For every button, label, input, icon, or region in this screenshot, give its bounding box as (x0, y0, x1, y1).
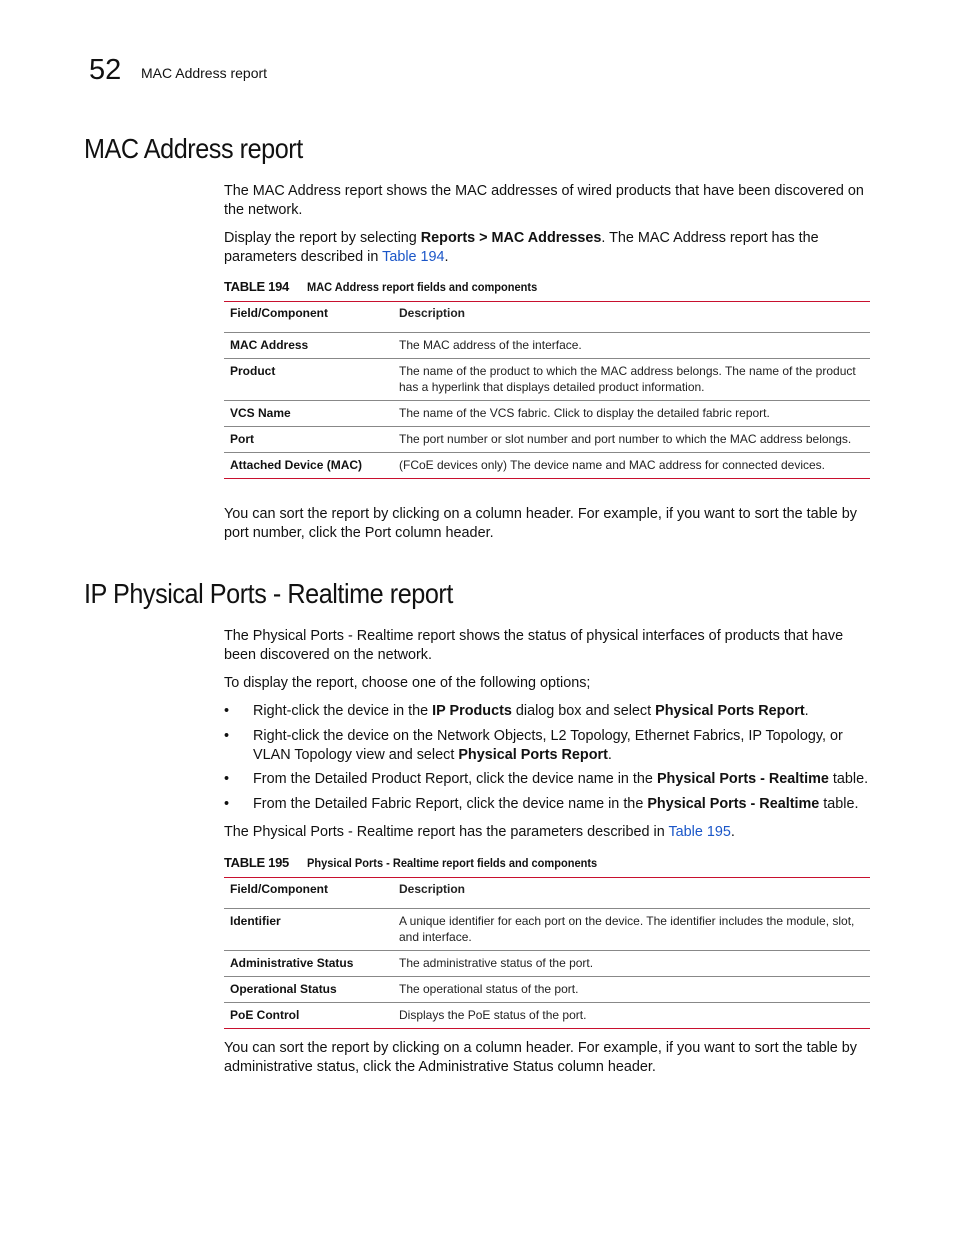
ui-term: Physical Ports - Realtime (647, 796, 820, 812)
text: table. (819, 796, 859, 812)
row-description: (FCoE devices only) The device name and MAC address for connected devices. (393, 453, 870, 479)
bullet-icon: • (224, 796, 230, 812)
table-title: Physical Ports - Realtime report fields and components (306, 856, 598, 870)
table-label: TABLE 194 (224, 279, 289, 294)
table-title: MAC Address report fields and components (306, 280, 538, 294)
row-description: A unique identifier for each port on the device. The identifier includes the module, slot, and interface. (393, 909, 870, 951)
text: The Physical Ports - Realtime report has the parameters described in (224, 824, 669, 840)
table-row (224, 977, 870, 1003)
column-header-field: Field/Component (224, 878, 393, 909)
running-title: MAC Address report (141, 65, 268, 81)
table-row (224, 909, 870, 951)
ui-term: Physical Ports Report (655, 703, 805, 719)
table-row (224, 401, 870, 427)
ui-term: Physical Ports - Realtime (656, 771, 829, 787)
row-description: The name of the product to which the MAC address belongs. The name of the product has a hyperlink that displays detailed product information. (393, 359, 870, 401)
table-row (224, 951, 870, 977)
text: table. (828, 771, 869, 787)
ui-term: IP Products (432, 703, 512, 719)
text: Right-click the device in the (253, 703, 433, 719)
table-row (224, 333, 870, 359)
row-field: Operational Status (224, 977, 393, 1003)
row-field: PoE Control (224, 1003, 393, 1029)
column-header-description: Description (393, 878, 870, 909)
section-heading-physical-ports: IP Physical Ports - Realtime report (84, 578, 453, 609)
table-row (224, 359, 870, 401)
paragraph-parameters (224, 823, 870, 842)
row-description: The MAC address of the interface. (393, 333, 870, 359)
table-caption (224, 279, 557, 294)
row-field: Identifier (224, 909, 393, 951)
row-description: The operational status of the port. (393, 977, 870, 1003)
text: . (444, 249, 449, 265)
table-row (224, 1003, 870, 1029)
section-heading-mac-address: MAC Address report (84, 133, 303, 164)
ui-term: Physical Ports Report (458, 747, 608, 763)
text: . (804, 703, 809, 719)
menu-path: Reports > MAC Addresses (420, 230, 602, 246)
text: From the Detailed Fabric Report, click the device name in the (253, 796, 648, 812)
row-field: Administrative Status (224, 951, 393, 977)
row-field: Attached Device (MAC) (224, 453, 393, 479)
column-header-description: Description (393, 302, 870, 333)
paragraph-sort: You can sort the report by clicking on a column header. For example, if you want to sort the table by administrative status, click the Administrative Status column header. (224, 1040, 858, 1075)
physical-ports-table (224, 877, 870, 1029)
column-header-field: Field/Component (224, 302, 393, 333)
table-caption (224, 855, 622, 870)
table-195-link[interactable]: Table 195 (668, 824, 731, 840)
paragraph-display (224, 229, 870, 267)
bullet-icon: • (224, 771, 230, 787)
text: . (607, 747, 612, 763)
paragraph-intro: The MAC Address report shows the MAC addresses of wired products that have been discovered on the network. (224, 183, 864, 218)
paragraph-sort: You can sort the report by clicking on a column header. For example, if you want to sort the table by port number, click the Port column header. (224, 506, 858, 541)
table-row (224, 427, 870, 453)
row-field: Product (224, 359, 393, 401)
list-item (224, 795, 870, 814)
paragraph-intro: The Physical Ports - Realtime report shows the status of physical interfaces of products that have been discovered on the network. (224, 628, 844, 663)
text: . (730, 824, 735, 840)
text: Display the report by selecting (224, 230, 421, 246)
row-field: Port (224, 427, 393, 453)
bullet-icon: • (224, 728, 230, 744)
text: From the Detailed Product Report, click the device name in the (253, 771, 657, 787)
row-description: The port number or slot number and port number to which the MAC address belongs. (393, 427, 870, 453)
list-item (224, 770, 870, 789)
paragraph-options: To display the report, choose one of the following options; (224, 675, 591, 691)
row-description: Displays the PoE status of the port. (393, 1003, 870, 1029)
table-194-link[interactable]: Table 194 (382, 249, 445, 265)
chapter-number: 52 (89, 54, 122, 86)
list-item (224, 702, 870, 721)
text: dialog box and select (511, 703, 656, 719)
table-label: TABLE 195 (224, 855, 289, 870)
list-item (224, 727, 870, 765)
text: Right-click the device on the Network Objects, L2 Topology, Ethernet Fabrics, IP Topology, or VLAN Topology view and select (253, 728, 843, 763)
row-description: The name of the VCS fabric. Click to display the detailed fabric report. (393, 401, 870, 427)
row-field: VCS Name (224, 401, 393, 427)
bullet-icon: • (224, 703, 230, 719)
mac-address-table (224, 301, 870, 479)
row-field: MAC Address (224, 333, 393, 359)
text: . The MAC Address report has the parameters described in (224, 230, 819, 265)
table-row (224, 453, 870, 479)
row-description: The administrative status of the port. (393, 951, 870, 977)
